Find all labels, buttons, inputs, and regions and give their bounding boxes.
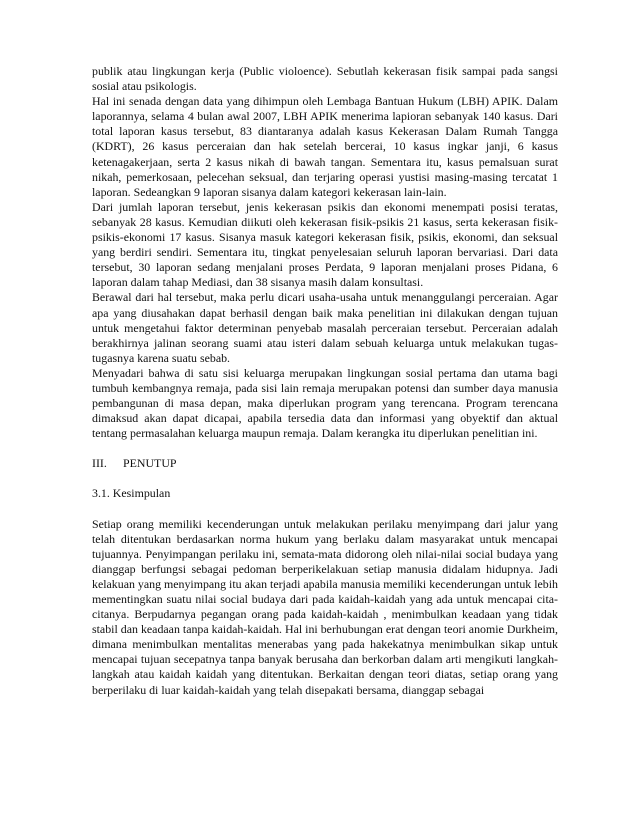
paragraph-3: Dari jumlah laporan tersebut, jenis kekerasan psikis dan ekonomi menempati posisi teratas, sebanyak 28 kasus. Kemudian diikuti oleh kekerasan fisik-psikis 21 kasus, serta kekerasan fisik-psikis-ekonomi 17 kasus. Sisanya masuk kategori kekerasan fisik, psikis, ekonomi, dan seksual yang berdiri sendiri. Sementara itu, tingkat penyelesaian seluruh laporan bervariasi. Dari data tersebut, 30 laporan sedang menjalani proses Perdata, 9 laporan menjalani proses Pidana, 6 laporan dalam tahap Mediasi, dan 38 sisanya masih dalam konsultasi. [92, 199, 558, 290]
paragraph-4: Berawal dari hal tersebut, maka perlu dicari usaha-usaha untuk menanggulangi perceraian. Agar apa yang diusahakan dapat berhasil dengan baik maka penelitian ini dilakukan dengan tujuan untuk mengetahui faktor determinan penyebab masalah perceraian tersebut. Perceraian adalah berakhirnya jalinan seorang suami atau isteri dalam sebuah keluarga untuk melakukan tugas-tugasnya karena suatu sebab. [92, 290, 558, 365]
section-number: III. [92, 456, 107, 471]
paragraph-1: publik atau lingkungan kerja (Public violoence). Sebutlah kekerasan fisik sampai pada sangsi sosial atau psikologis. [92, 64, 558, 94]
paragraph-conclusion: Setiap orang memiliki kecenderungan untuk melakukan perilaku menyimpang dari jalur yang telah ditentukan berdasarkan norma hukum yang berlaku dalam masyarakat untuk mencapai tujuannya. Penyimpangan perilaku ini, semata-mata didorong oleh nilai-nilai social budaya yang dianggap berfungsi sebagai pedoman berperikelakuan setiap manusia didalam hidupnya. Jadi kelakuan yang menyimpang itu akan terjadi apabila manusia memiliki kecenderungan untuk lebih mementingkan suatu nilai social budaya dari pada kaidah-kaidah yang ada untuk mencapai cita-citanya. Berpudarnya pegangan orang pada kaidah-kaidah , menimbulkan keadaan yang tidak stabil dan keadaan tanpa kaidah-kaidah. Hal ini berhubungan erat dengan teori anomie Durkheim, dimana menimbulkan mentalitas menerabas yang pada hakekatnya menimbulkan sikap untuk mencapai tujuan secepatnya tanpa banyak berusaha dan berkorban dalam arti mengikuti langkah-langkah atau kaidah kaidah yang ditentukan. Berkaitan dengan teori diatas, setiap orang yang berperilaku di luar kaidah-kaidah yang telah disepakati bersama, dianggap sebagai [92, 516, 558, 697]
paragraph-2: Hal ini senada dengan data yang dihimpun oleh Lembaga Bantuan Hukum (LBH) APIK. Dalam laporannya, selama 4 bulan awal 2007, LBH APIK menerima lapioran sebanyak 140 kasus. Dari total laporan kasus tersebut, 83 diantaranya adalah kasus Kekerasan Dalam Rumah Tangga (KDRT), 26 kasus perceraian dan hak setelah bercerai, 10 kasus ingkar janji, 6 kasus ketenagakerjaan, serta 2 kasus nikah di bawah tangan. Sementara itu, kasus pemalsuan surat nikah, pemerkosaan, pelecehan seksual, dan terjaring operasi yustisi masing-masing tercatat 1 laporan. Sedeangkan 9 laporan sisanya dalam kategori kekerasan lain-lain. [92, 94, 558, 199]
section-heading [92, 456, 558, 471]
subsection-heading: 3.1. Kesimpulan [92, 486, 171, 501]
spacer [92, 471, 558, 486]
document-page [92, 64, 558, 698]
paragraph-5: Menyadari bahwa di satu sisi keluarga merupakan lingkungan sosial pertama dan utama bagi tumbuh kembangnya remaja, pada sisi lain remaja merupakan potensi dan sumber daya manusia pembangunan di masa depan, maka diperlukan program yang terencana. Program terencana dimaksud akan dapat dicapai, apabila tersedia data dan informasi yang obyektif dan aktual tentang permasalahan keluarga maupun remaja. Dalam kerangka itu diperlukan penelitian ini. [92, 365, 558, 441]
spacer [92, 502, 558, 517]
section-title: PENUTUP [123, 456, 177, 471]
spacer [92, 441, 558, 456]
